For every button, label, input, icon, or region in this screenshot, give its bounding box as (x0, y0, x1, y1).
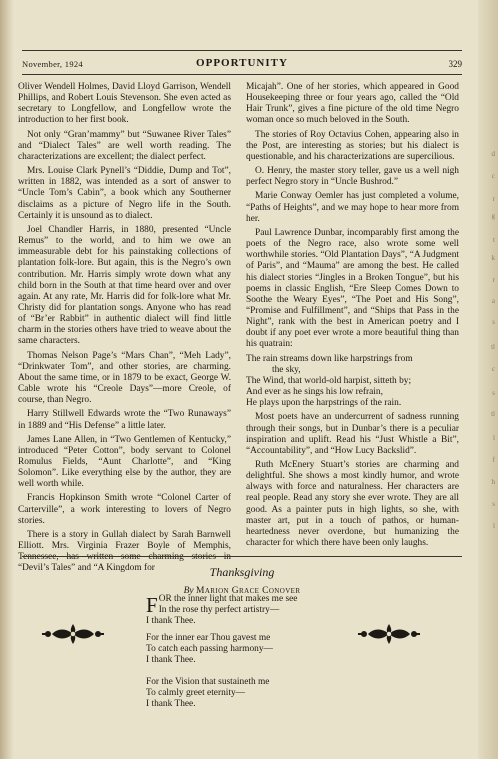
quatrain-line: The rain streams down like harpstrings from (246, 353, 413, 364)
paragraph: Joel Chandler Harris, in 1880, presented “Uncle Remus” to the world, and to him we owe an immeasurable debt for his painstaking collections of plantation folk-lore. But again, this is the Negro’s own contribution. Mr. Harris simply wrote down what any child born in the South at that time heard over and over again. At any rate, Mr. Harris did for folk-lore what Mr. Christy did for plantation songs. Anyone who has read of “Br’er Rabbit” in authentic dialect will find little charm in the stories others have tried to weave about the same characters. (18, 224, 231, 347)
issue-date: November, 1924 (22, 59, 83, 69)
paragraph: O. Henry, the master story teller, gave us a well nigh perfect Negro story in “Uncle Bushrod.” (246, 166, 459, 188)
poem-rule (22, 556, 462, 557)
paragraph: James Lane Allen, in “Two Gentlemen of Kentucky,” introduced “Peter Cotton”, body servant to Colonel Romulus Fields, “Aunt Charlotte”, and “King Solomon”. Like everything else by the author, they are well worth while. (18, 434, 231, 490)
paragraph: Micajah”. One of her stories, which appeared in Good Housekeeping three or four years ago, called the “Old Hair Trunk”, gives a fine picture of the old time Negro woman once so much beloved in the South. (246, 82, 459, 126)
paragraph: Mrs. Louise Clark Pynell’s “Diddie, Dump and Tot”, written in 1882, was intended as a sort of answer to “Uncle Tom’s Cabin”, a book which any Southerner disclaims as a picture of Negro life in the South. Certainly it is unsound as to dialect. (18, 166, 231, 221)
bleed-through-letter: d (491, 150, 495, 158)
bleed-through-letter: tl (491, 343, 495, 351)
bleed-through-letter: c (491, 365, 495, 373)
bleed-through-letter: r (492, 195, 495, 203)
bleed-through-letter: s (492, 500, 495, 508)
poem-author: Marion Grace Conover (196, 586, 301, 596)
paragraph: Most poets have an undercurrent of sadness running through their songs, but in Dunbar’s there is a peculiar inspiration and uplift. Read his “Just Whistle a Bit”, “Accountability”, and “How Lucy Backslid”. (246, 412, 459, 456)
header-rule-bottom (22, 74, 462, 75)
bleed-through-letter: s (492, 389, 495, 397)
drop-cap: F (146, 593, 158, 617)
quatrain-line: He plays upon the harpstrings of the rain. (246, 398, 402, 409)
bleed-through-letter: t (493, 236, 495, 244)
running-header (22, 57, 462, 71)
poem-line: To catch each passing harmony— (146, 644, 273, 654)
bleed-through-letter: l (493, 434, 495, 442)
poem-line: To calmly greet eternity— (146, 688, 246, 698)
poem-title: Thanksgiving (209, 565, 275, 579)
paragraph: Harry Stillwell Edwards wrote the “Two Runaways” in 1889 and “His Defense” a little later. (18, 409, 231, 431)
paragraph: The stories of Roy Octavius Cohen, appearing also in the Post, are interesting as stories; but his dialect is questionable, and his characterizations are supercilious. (246, 129, 459, 162)
poem-line: I thank Thee. (146, 616, 196, 626)
paragraph: Oliver Wendell Holmes, David Lloyd Garrison, Wendell Phillips, and Robert Louis Stevenson. She even acted as secretary to Longfellow, and Longfellow wrote the introduction to her first book. (18, 82, 231, 126)
bleed-through-letter: l (493, 522, 495, 530)
poem-stanza-3 (146, 677, 269, 710)
poem-line: For the Vision that sustaineth me (146, 677, 270, 687)
paragraph: Ruth McEnery Stuart’s stories are charming and delightful. She shows a most kindly humor, and wrote always with force and naturalness. Her characters are real people. Read any story she ever wrote. They are all good. As a painter puts in high lights, so she, with master art, put in a touch of pathos, or human-heartedness never overdone, but humanizing the character for which there have been only laughs. (246, 460, 459, 549)
thanksgiving-poem-box (22, 556, 462, 709)
bleed-through-letter: k (491, 254, 495, 262)
bleed-through-letter: r (492, 276, 495, 284)
paragraph: Francis Hopkinson Smith wrote “Colonel Carter of Carterville”, a work interesting to lovers of Negro stories. (18, 493, 231, 526)
fleuron-ornament-right-icon (356, 622, 422, 646)
page-binding-shadow (0, 0, 14, 759)
bleed-through-letter: g (491, 212, 495, 220)
fleuron-ornament-left-icon (40, 622, 106, 646)
bleed-through-letter: f (492, 456, 495, 464)
poem-line: For the inner ear Thou gavest me (146, 633, 271, 643)
magazine-title: OPPORTUNITY (196, 57, 288, 69)
left-column (18, 82, 231, 578)
paragraph: Paul Lawrence Dunbar, incomparably first among the poets of the Negro race, also wrote some well worthwhile stories. “Old Plantation Days”, “A Judgment of Paris”, and “Mauma” are among the best. He called his dialect stories “Jingles in a Broken Tongue”, but his poems in classic English, “Ere Sleep Comes Down to Soothe the Weary Eyes”, “The Poet and His Song”, “Promise and Fulfillment”, and “Ships that Pass in the Night”, rank with the best in American poetry and I doubt if any poet ever wrote a more beautiful thing than his quatrain: (246, 227, 459, 350)
poem-line: In the rose thy perfect artistry— (158, 605, 280, 615)
paragraph: Thomas Nelson Page’s “Mars Chan”, “Meh Lady”, “Drinkwater Tom”, and other stories, are charming. About the same time, or in 1879 to be exact, George W. Cable wrote his “Creole Days”—more Creole, of course, than Negro. (18, 350, 231, 406)
dunbar-quatrain (246, 354, 459, 410)
bleed-through-letter: h (491, 478, 495, 486)
right-column (246, 82, 459, 552)
page-number: 329 (448, 59, 462, 69)
paragraph: Not only “Gran’mammy” but “Suwanee River Tales” and “Dialect Tales” are well worth reading. The characterizations are excellent; the dialect perfect. (18, 129, 231, 162)
bleed-through-letter: tl (491, 410, 495, 418)
paragraph: Marie Conway Oemler has just completed a volume, “Paths of Heights”, and we may hope to hear more from her. (246, 191, 459, 224)
header-rule-top (22, 50, 462, 51)
poem-line: I thank Thee. (146, 655, 196, 665)
page-edge-shadow (478, 0, 498, 759)
poem-stanza-2 (146, 633, 273, 666)
poem-stanza-1 (146, 593, 298, 627)
quatrain-line: The Wind, that world-old harpist, sitteth by; (246, 375, 412, 386)
poem-line: OR the inner light that makes me see (158, 594, 298, 604)
paragraph: There is a story in Gullah dialect by Sarah Barnwell Elliott. Mrs. Virginia Frazer Boyle of Memphis, Tennessee, has written some charming stories in “Devil’s Tales” and “A Kingdom for (18, 529, 231, 574)
quatrain-line: And ever as he sings his low refrain, (246, 387, 383, 398)
bleed-through-letter: a (491, 297, 495, 305)
poem-line: I thank Thee. (146, 699, 196, 709)
byline-prefix: By (183, 586, 194, 596)
bleed-through-letter: c (491, 172, 495, 180)
quatrain-line: the sky, (272, 364, 301, 375)
bleed-through-letter: s (492, 318, 495, 326)
